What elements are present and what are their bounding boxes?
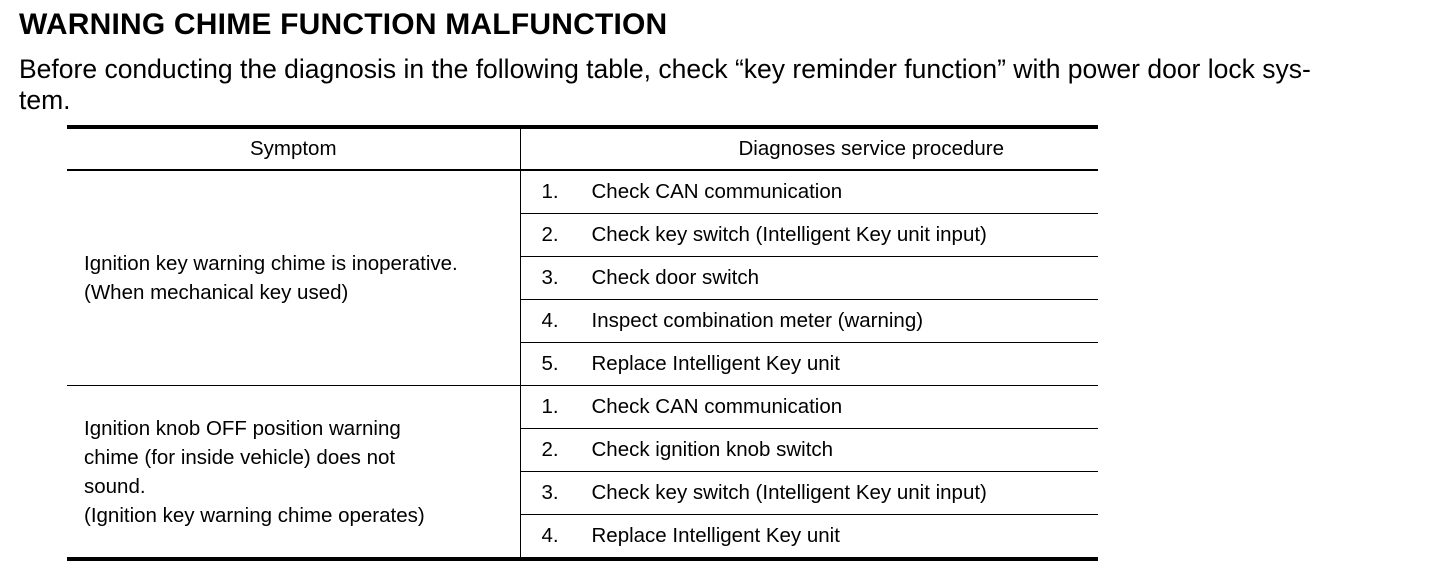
procedure-step [520,472,1098,515]
symptom-line: (Ignition key warning chime operates) [84,503,425,527]
symptom-line: Ignition key warning chime is inoperative. [84,252,458,275]
step-number: 2. [541,223,559,246]
step-number: 1. [541,180,559,203]
step-number: 4. [541,524,559,547]
procedure-step [520,515,1098,560]
header-procedure: Diagnoses service procedure [520,127,1098,170]
header-symptom: Symptom [67,127,520,170]
step-text: Replace Intelligent Key unit [591,352,840,375]
step-number: 1. [541,395,559,418]
symptom-line: sound. [84,474,146,498]
table-header-row [67,127,1098,170]
symptom-line: Ignition knob OFF position warning [84,416,401,440]
step-number: 4. [541,309,559,332]
step-number: 3. [541,481,559,504]
step-text: Inspect combination meter (warning) [591,309,924,332]
step-number: 3. [541,266,559,289]
procedure-step [520,257,1098,300]
procedure-step [520,300,1098,343]
symptom-cell [67,170,520,386]
page-title: WARNING CHIME FUNCTION MALFUNCTION [19,8,668,41]
symptom-line: (When mechanical key used) [84,281,349,304]
symptom-cell [67,386,520,560]
intro-line-1: Before conducting the diagnosis in the following table, check “key reminder function” with power door lock sys- [19,54,1311,84]
procedure-step [520,170,1098,214]
step-text: Check door switch [591,266,759,289]
step-number: 5. [541,352,559,375]
step-text: Replace Intelligent Key unit [591,524,840,547]
step-text: Check CAN communication [591,180,843,203]
procedure-step [520,429,1098,472]
step-text: Check ignition knob switch [591,438,834,461]
procedure-step [520,214,1098,257]
procedure-step [520,386,1098,429]
table-row [67,386,1098,429]
step-text: Check key switch (Intelligent Key unit input) [591,481,987,504]
symptom-line: chime (for inside vehicle) does not [84,445,396,469]
intro-paragraph [19,54,1424,116]
table-row [67,170,1098,214]
procedure-step [520,343,1098,386]
step-number: 2. [541,438,559,461]
step-text: Check CAN communication [591,395,843,418]
intro-line-2: tem. [19,85,71,115]
step-text: Check key switch (Intelligent Key unit input) [591,223,987,246]
diagnosis-table [67,125,1098,561]
